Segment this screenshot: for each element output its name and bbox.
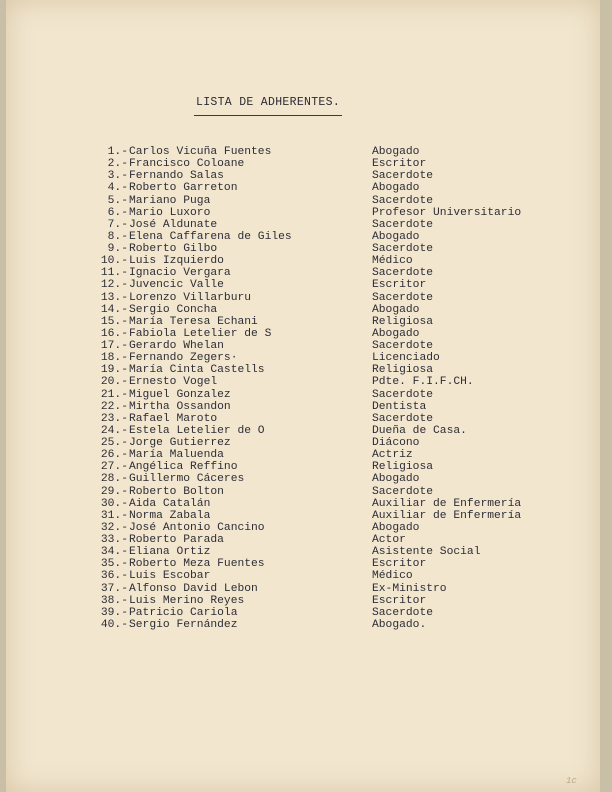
entry-profession: Sacerdote bbox=[372, 170, 434, 183]
entry-name: José Antonio Cancino bbox=[129, 521, 265, 534]
entry-name: Roberto Meza Fuentes bbox=[129, 558, 265, 571]
entry-number: 23.- bbox=[100, 412, 128, 425]
entry-name: Sergio Concha bbox=[129, 303, 218, 316]
list-item bbox=[6, 316, 600, 328]
list-item bbox=[6, 546, 600, 558]
entry-name: Mario Luxoro bbox=[129, 206, 211, 219]
list-item bbox=[6, 279, 600, 291]
entry-profession: Sacerdote bbox=[372, 243, 434, 255]
entry-number: 11.- bbox=[100, 267, 128, 280]
entry-name: Juvencic Valle bbox=[129, 279, 224, 292]
entry-profession: Médico bbox=[372, 570, 413, 583]
entry-profession: Escritor bbox=[372, 279, 427, 292]
entry-name: Luis Izquierdo bbox=[129, 255, 224, 268]
entry-number: 32.- bbox=[100, 521, 128, 534]
entry-name: Patricio Cariola bbox=[129, 606, 238, 619]
entry-name: Ernesto Vogel bbox=[129, 376, 218, 389]
entry-name: Miguel Gonzalez bbox=[129, 388, 231, 401]
entry-profession: Dentista bbox=[372, 400, 427, 413]
entry-profession: Escritor bbox=[372, 594, 427, 607]
entry-profession: Abogado bbox=[372, 230, 420, 243]
list-item bbox=[6, 182, 600, 194]
entry-name: Gerardo Whelan bbox=[129, 340, 224, 352]
list-item bbox=[6, 267, 600, 279]
entry-number: 31.- bbox=[100, 509, 128, 522]
entry-name: Norma Zabala bbox=[129, 509, 211, 522]
entry-profession: Abogado bbox=[372, 303, 420, 316]
entry-profession: Sacerdote bbox=[372, 267, 434, 280]
entry-name: Rafael Maroto bbox=[129, 412, 218, 425]
entry-profession: Asistente Social bbox=[372, 546, 481, 559]
entry-profession: Médico bbox=[372, 255, 413, 268]
entry-number: 40.- bbox=[100, 618, 128, 631]
entry-number: 19.- bbox=[100, 364, 128, 377]
entry-profession: Religiosa bbox=[372, 461, 434, 474]
entry-number: 16.- bbox=[100, 327, 128, 340]
entry-profession: Sacerdote bbox=[372, 340, 434, 352]
entry-number: 30.- bbox=[100, 497, 128, 510]
list-item bbox=[6, 231, 600, 243]
entry-name: Roberto Bolton bbox=[129, 485, 224, 498]
entry-profession: Abogado bbox=[372, 521, 420, 534]
entry-profession: Escritor bbox=[372, 158, 427, 171]
entry-name: Sergio Fernández bbox=[129, 618, 238, 631]
list-item bbox=[6, 219, 600, 231]
list-item bbox=[6, 425, 600, 437]
list-item bbox=[6, 461, 600, 473]
list-item bbox=[6, 170, 600, 182]
list-item bbox=[6, 364, 600, 376]
page-corner-mark: 1c bbox=[566, 776, 577, 786]
entry-number: 26.- bbox=[100, 449, 128, 462]
entry-number: 7.- bbox=[107, 218, 128, 231]
list-item bbox=[6, 352, 600, 364]
entry-profession: Religiosa bbox=[372, 364, 434, 377]
entry-number: 2.- bbox=[107, 158, 128, 171]
entry-name: Jorge Gutierrez bbox=[129, 437, 231, 449]
entry-name: María Teresa Echani bbox=[129, 315, 258, 328]
entry-number: 4.- bbox=[107, 182, 128, 195]
entry-number: 3.- bbox=[107, 170, 128, 183]
entry-name: Fabiola Letelier de S bbox=[129, 327, 272, 340]
entry-number: 12.- bbox=[100, 279, 128, 292]
entry-profession: Abogado. bbox=[372, 618, 427, 631]
list-item bbox=[6, 486, 600, 498]
list-item bbox=[6, 158, 600, 170]
entry-profession: Abogado bbox=[372, 146, 420, 158]
entry-profession: Sacerdote bbox=[372, 218, 434, 231]
entry-profession: Sacerdote bbox=[372, 194, 434, 207]
entry-name: Luis Escobar bbox=[129, 570, 211, 583]
entry-number: 5.- bbox=[107, 194, 128, 207]
entry-number: 39.- bbox=[100, 606, 128, 619]
entry-name: María Cinta Castells bbox=[129, 364, 265, 377]
entry-profession: Sacerdote bbox=[372, 606, 434, 619]
entry-name: Lorenzo Villarburu bbox=[129, 291, 252, 304]
list-item bbox=[6, 522, 600, 534]
entry-number: 6.- bbox=[107, 206, 128, 219]
entry-name: Guillermo Cáceres bbox=[129, 473, 245, 486]
list-item bbox=[6, 558, 600, 570]
entry-profession: Sacerdote bbox=[372, 291, 434, 304]
entry-name: Estela Letelier de O bbox=[129, 424, 265, 437]
list-item bbox=[6, 619, 600, 631]
entry-name: Ignacio Vergara bbox=[129, 267, 231, 280]
list-item bbox=[6, 437, 600, 449]
document-page bbox=[6, 0, 600, 792]
list-item bbox=[6, 304, 600, 316]
entry-profession: Escritor bbox=[372, 558, 427, 571]
document-title: LISTA DE ADHERENTES. bbox=[196, 96, 341, 109]
entry-profession: Sacerdote bbox=[372, 388, 434, 401]
entry-profession: Diácono bbox=[372, 437, 420, 449]
entry-name: Alfonso David Lebon bbox=[129, 582, 258, 595]
entry-number: 34.- bbox=[100, 546, 128, 559]
entry-profession: Auxiliar de Enfermería bbox=[372, 497, 522, 510]
entry-name: Angélica Reffino bbox=[129, 461, 238, 474]
entry-number: 8.- bbox=[107, 230, 128, 243]
entry-number: 15.- bbox=[100, 315, 128, 328]
list-item bbox=[6, 146, 600, 158]
entry-profession: Actor bbox=[372, 534, 406, 546]
entry-number: 35.- bbox=[100, 558, 128, 571]
list-item bbox=[6, 413, 600, 425]
entry-number: 13.- bbox=[100, 291, 128, 304]
list-item bbox=[6, 207, 600, 219]
entry-name: Carlos Vicuña Fuentes bbox=[129, 146, 272, 158]
entry-profession: Actriz bbox=[372, 449, 413, 462]
entry-name: Fernando Salas bbox=[129, 170, 224, 183]
list-item bbox=[6, 401, 600, 413]
entry-number: 9.- bbox=[107, 243, 128, 255]
title-underline bbox=[194, 115, 342, 116]
entry-number: 24.- bbox=[100, 424, 128, 437]
list-item bbox=[6, 340, 600, 352]
entry-name: Elena Caffarena de Giles bbox=[129, 230, 292, 243]
entry-profession: Dueña de Casa. bbox=[372, 424, 467, 437]
entry-profession: Sacerdote bbox=[372, 412, 434, 425]
entry-profession: Religiosa bbox=[372, 315, 434, 328]
entry-name: Mirtha Ossandon bbox=[129, 400, 231, 413]
entry-number: 21.- bbox=[100, 388, 128, 401]
entry-name: Fernando Zegers· bbox=[129, 352, 238, 365]
entry-number: 36.- bbox=[100, 570, 128, 583]
entry-name: José Aldunate bbox=[129, 218, 218, 231]
entry-number: 22.- bbox=[100, 400, 128, 413]
adherent-list bbox=[6, 146, 600, 631]
list-item bbox=[6, 195, 600, 207]
entry-name: María Maluenda bbox=[129, 449, 224, 462]
entry-name: Eliana Ortiz bbox=[129, 546, 211, 559]
entry-number: 1.- bbox=[107, 146, 128, 158]
list-item bbox=[6, 473, 600, 485]
list-item bbox=[6, 376, 600, 388]
entry-profession: Abogado bbox=[372, 327, 420, 340]
list-item bbox=[6, 607, 600, 619]
entry-number: 17.- bbox=[100, 340, 128, 352]
entry-profession: Sacerdote bbox=[372, 485, 434, 498]
list-item bbox=[6, 328, 600, 340]
list-item bbox=[6, 243, 600, 255]
entry-profession: Profesor Universitario bbox=[372, 206, 522, 219]
entry-number: 28.- bbox=[100, 473, 128, 486]
list-item bbox=[6, 255, 600, 267]
entry-number: 20.- bbox=[100, 376, 128, 389]
entry-name: Luis Merino Reyes bbox=[129, 594, 245, 607]
list-item bbox=[6, 570, 600, 582]
list-item bbox=[6, 389, 600, 401]
list-item bbox=[6, 583, 600, 595]
entry-number: 33.- bbox=[100, 534, 128, 546]
entry-name: Aida Catalán bbox=[129, 497, 211, 510]
list-item bbox=[6, 510, 600, 522]
entry-number: 10.- bbox=[100, 255, 128, 268]
entry-profession: Abogado bbox=[372, 473, 420, 486]
list-item bbox=[6, 449, 600, 461]
entry-name: Roberto Parada bbox=[129, 534, 224, 546]
entry-profession: Pdte. F.I.F.CH. bbox=[372, 376, 474, 389]
entry-number: 18.- bbox=[100, 352, 128, 365]
entry-number: 29.- bbox=[100, 485, 128, 498]
entry-name: Mariano Puga bbox=[129, 194, 211, 207]
list-item bbox=[6, 498, 600, 510]
list-item bbox=[6, 534, 600, 546]
entry-profession: Abogado bbox=[372, 182, 420, 195]
entry-number: 25.- bbox=[100, 437, 128, 449]
entry-name: Roberto Gilbo bbox=[129, 243, 218, 255]
entry-name: Roberto Garreton bbox=[129, 182, 238, 195]
entry-number: 27.- bbox=[100, 461, 128, 474]
list-item bbox=[6, 292, 600, 304]
entry-name: Francisco Coloane bbox=[129, 158, 245, 171]
entry-number: 38.- bbox=[100, 594, 128, 607]
entry-profession: Ex-Ministro bbox=[372, 582, 447, 595]
entry-number: 14.- bbox=[100, 303, 128, 316]
entry-profession: Licenciado bbox=[372, 352, 440, 365]
entry-profession: Auxiliar de Enfermería bbox=[372, 509, 522, 522]
list-item bbox=[6, 595, 600, 607]
entry-number: 37.- bbox=[100, 582, 128, 595]
